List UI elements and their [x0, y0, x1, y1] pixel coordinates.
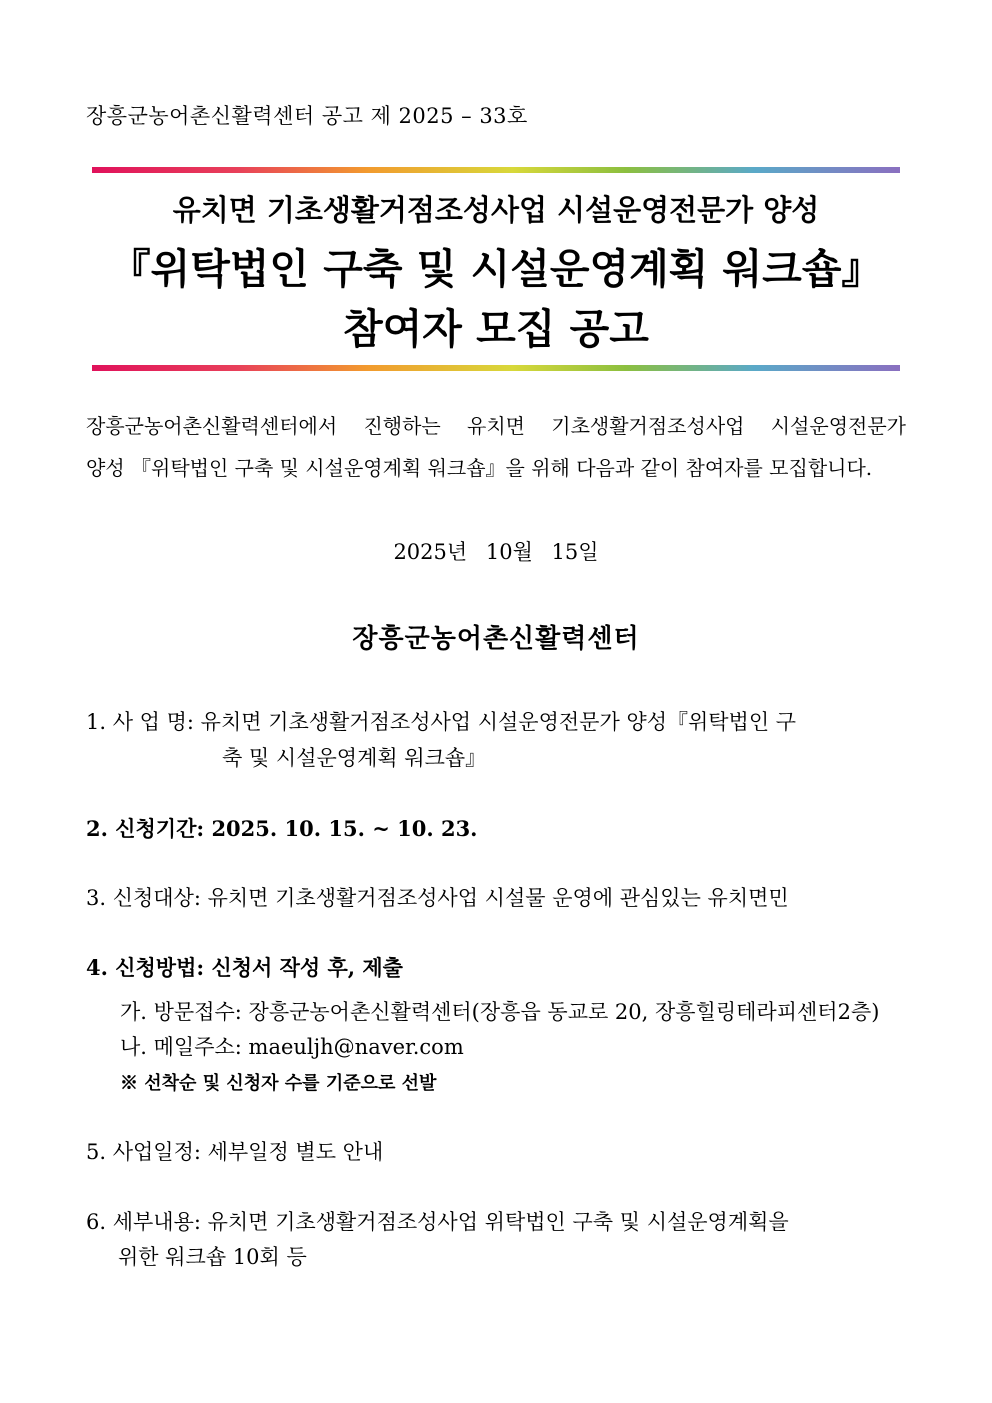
title-line-2: 『위탁법인 구축 및 시설운영계획 워크숍』 [109, 245, 883, 293]
item-3-application-target: 3. 신청대상: 유치면 기초생활거점조성사업 시설물 운영에 관심있는 유치면민 [86, 886, 789, 910]
title-line-3: 참여자 모집 공고 [343, 305, 649, 353]
item-4-email: 나. 메일주소: maeuljh@naver.com [120, 1035, 464, 1059]
decorative-bottom-bar [92, 365, 900, 371]
item-1-line-1: 1. 사 업 명: 유치면 기초생활거점조성사업 시설운영전문가 양성『위탁법인 구 [86, 710, 797, 734]
item-6-line-2: 위한 워크숍 10회 등 [118, 1245, 307, 1269]
decorative-top-bar [92, 167, 900, 173]
item-6-line-1: 6. 세부내용: 유치면 기초생활거점조성사업 위탁법인 구축 및 시설운영계획을 [86, 1210, 789, 1234]
title-line-1: 유치면 기초생활거점조성사업 시설운영전문가 양성 [172, 193, 820, 227]
item-4-application-method: 4. 신청방법: 신청서 작성 후, 제출 [86, 955, 403, 980]
item-4-visit: 가. 방문접수: 장흥군농어촌신활력센터(장흥읍 동교로 20, 장흥힐링테라피센터2층) [120, 1000, 880, 1024]
item-1-line-2: 축 및 시설운영계획 워크숍』 [222, 746, 487, 770]
item-5-schedule: 5. 사업일정: 세부일정 별도 안내 [86, 1140, 384, 1164]
notice-number: 장흥군농어촌신활력센터 공고 제 2025 – 33호 [86, 104, 528, 128]
item-2-application-period: 2. 신청기간: 2025. 10. 15. ~ 10. 23. [86, 816, 478, 841]
intro-line-2: 양성 『위탁법인 구축 및 시설운영계획 워크숍』을 위해 다음과 같이 참여자를 모집합니다. [86, 456, 873, 480]
organization-name: 장흥군농어촌신활력센터 [352, 624, 640, 654]
intro-line-1: 장흥군농어촌신활력센터에서 진행하는 유치면 기초생활거점조성사업 시설운영전문가 [86, 414, 906, 438]
item-4-note: ※ 선착순 및 신청자 수를 기준으로 선발 [120, 1073, 437, 1094]
notice-date: 2025년 10월 15일 [393, 540, 599, 564]
